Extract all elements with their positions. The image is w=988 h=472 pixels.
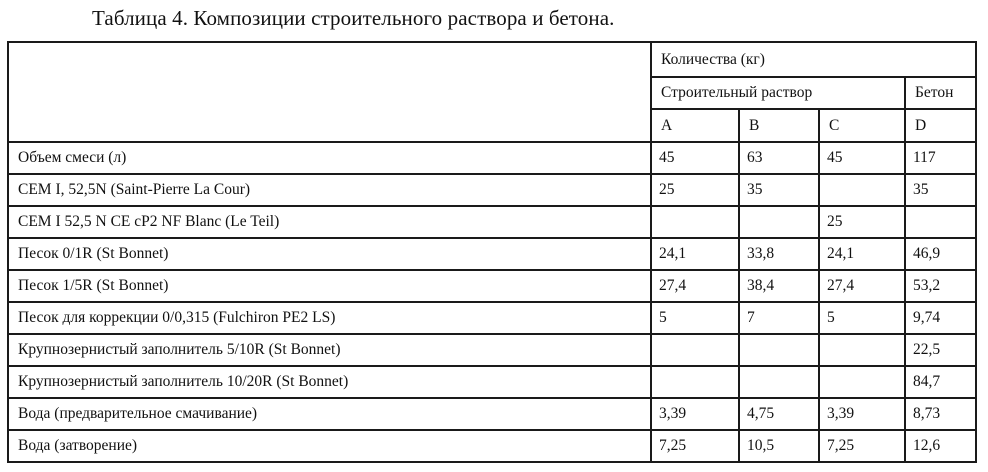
cell-d: 8,73 [905,398,976,430]
cell-c: 7,25 [819,430,905,462]
header-col-a: A [651,109,739,142]
cell-a: 27,4 [651,270,739,302]
cell-a: 45 [651,142,739,174]
cell-c: 3,39 [819,398,905,430]
cell-a: 24,1 [651,238,739,270]
cell-b: 33,8 [739,238,819,270]
cell-c: 5 [819,302,905,334]
cell-d [905,206,976,238]
cell-d: 12,6 [905,430,976,462]
cell-d: 84,7 [905,366,976,398]
cell-d: 53,2 [905,270,976,302]
row-label: Песок 0/1R (St Bonnet) [8,238,651,270]
row-label: Крупнозернистый заполнитель 5/10R (St Bonnet) [8,334,651,366]
cell-a [651,334,739,366]
cell-b: 63 [739,142,819,174]
row-label: CEM I, 52,5N (Saint-Pierre La Cour) [8,174,651,206]
cell-b: 35 [739,174,819,206]
cell-c: 27,4 [819,270,905,302]
header-col-c: C [819,109,905,142]
composition-table [7,41,977,463]
row-label: Песок 1/5R (St Bonnet) [8,270,651,302]
row-label: CEM I 52,5 N CE cP2 NF Blanc (Le Teil) [8,206,651,238]
header-mortar: Строительный раствор [651,77,905,109]
cell-a [651,366,739,398]
cell-b [739,366,819,398]
cell-b [739,206,819,238]
cell-a [651,206,739,238]
table-row [8,430,976,462]
cell-b: 7 [739,302,819,334]
table-caption: Таблица 4. Композиции строительного раствора и бетона. [92,6,615,30]
header-concrete: Бетон [905,77,976,109]
header-row-quantities [8,42,976,77]
row-label: Песок для коррекции 0/0,315 (Fulchiron PE2 LS) [8,302,651,334]
cell-b: 4,75 [739,398,819,430]
table-row [8,270,976,302]
cell-a: 7,25 [651,430,739,462]
cell-a: 3,39 [651,398,739,430]
cell-c: 45 [819,142,905,174]
header-quantities: Количества (кг) [651,42,976,77]
row-label: Вода (затворение) [8,430,651,462]
cell-d: 22,5 [905,334,976,366]
row-label: Крупнозернистый заполнитель 10/20R (St Bonnet) [8,366,651,398]
header-col-b: B [739,109,819,142]
cell-d: 9,74 [905,302,976,334]
cell-c [819,174,905,206]
cell-a: 25 [651,174,739,206]
cell-c [819,334,905,366]
cell-b: 10,5 [739,430,819,462]
row-label: Вода (предварительное смачивание) [8,398,651,430]
cell-d: 117 [905,142,976,174]
cell-c [819,366,905,398]
header-col-d: D [905,109,976,142]
header-blank-cell [8,42,651,142]
cell-a: 5 [651,302,739,334]
cell-d: 46,9 [905,238,976,270]
cell-d: 35 [905,174,976,206]
cell-b: 38,4 [739,270,819,302]
table-row [8,302,976,334]
table-row [8,334,976,366]
table-row [8,366,976,398]
table-row [8,238,976,270]
table-row [8,142,976,174]
cell-c: 24,1 [819,238,905,270]
cell-c: 25 [819,206,905,238]
table-row [8,206,976,238]
cell-b [739,334,819,366]
table-row [8,398,976,430]
row-label: Объем смеси (л) [8,142,651,174]
table-row [8,174,976,206]
